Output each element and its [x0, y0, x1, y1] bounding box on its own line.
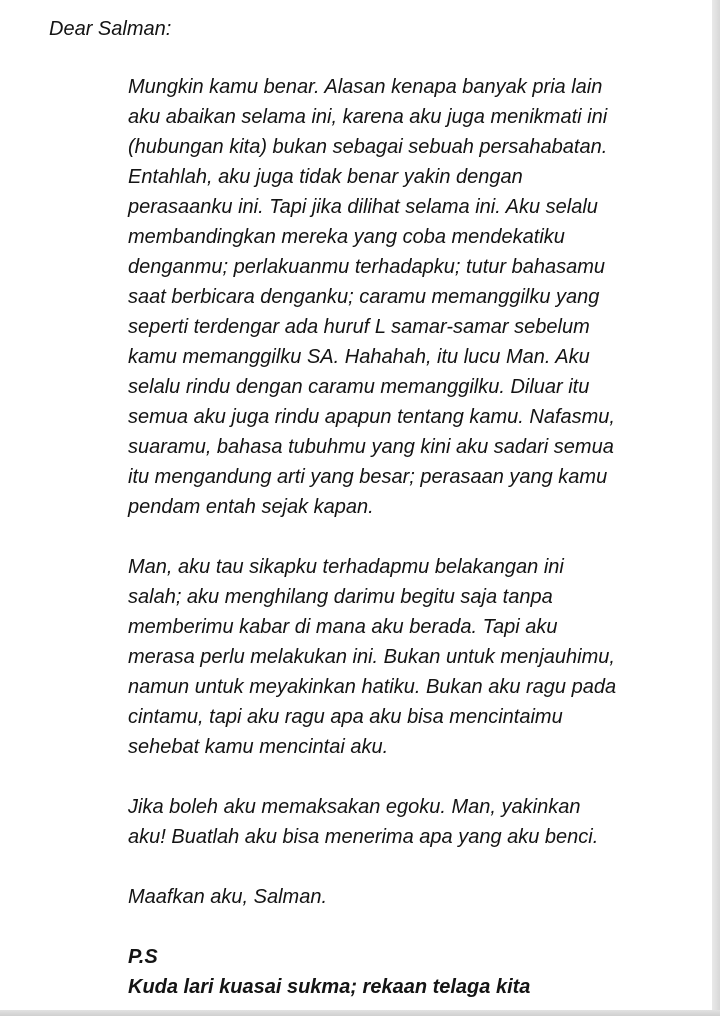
text-line: namun untuk meyakinkan hatiku. Bukan aku ragu pada [128, 676, 617, 698]
paragraph-2 [128, 552, 688, 762]
text-line: salah; aku menghilang darimu begitu saja tanpa [128, 586, 553, 608]
text-line: saat berbicara denganku; caramu memanggilku yang [128, 286, 600, 308]
text-line: merasa perlu melakukan ini. Bukan untuk menjauhimu, [128, 646, 615, 668]
text-line: perasaanku ini. Tapi jika dilihat selama ini. Aku selalu [128, 196, 598, 218]
text-line: Entahlah, aku juga tidak benar yakin dengan [128, 166, 523, 188]
ps-label: P.S [128, 946, 158, 968]
page-bottom-edge [0, 1010, 720, 1016]
text-line: Man, aku tau sikapku terhadapmu belakangan ini [128, 556, 564, 578]
text-line: Maafkan aku, Salman. [128, 886, 327, 908]
text-line: aku! Buatlah aku bisa menerima apa yang aku benci. [128, 826, 599, 848]
text-line: itu mengandung arti yang besar; perasaan yang kamu [128, 466, 608, 488]
ps-text: Kuda lari kuasai sukma; rekaan telaga kita [128, 976, 531, 998]
text-line: selalu rindu dengan caramu memanggilku. Diluar itu [128, 376, 590, 398]
text-line: denganmu; perlakuanmu terhadapku; tutur bahasamu [128, 256, 605, 278]
paragraph-3 [128, 792, 688, 852]
text-line: memberimu kabar di mana aku berada. Tapi aku [128, 616, 558, 638]
text-line: sehebat kamu mencintai aku. [128, 736, 389, 758]
letter-greeting: Dear Salman: [49, 18, 172, 40]
text-line: pendam entah sejak kapan. [128, 496, 374, 518]
postscript [128, 942, 688, 1002]
text-line: membandingkan mereka yang coba mendekatiku [128, 226, 565, 248]
paragraph-1 [128, 72, 688, 522]
page-right-edge [712, 0, 720, 1016]
letter-body [128, 72, 688, 1002]
text-line: cintamu, tapi aku ragu apa aku bisa mencintaimu [128, 706, 563, 728]
text-line: seperti terdengar ada huruf L samar-samar sebelum [128, 316, 590, 338]
closing [128, 882, 688, 912]
text-line: semua aku juga rindu apapun tentang kamu. Nafasmu, [128, 406, 615, 428]
text-line: aku abaikan selama ini, karena aku juga menikmati ini [128, 106, 608, 128]
text-line: Mungkin kamu benar. Alasan kenapa banyak pria lain [128, 76, 603, 98]
text-line: suaramu, bahasa tubuhmu yang kini aku sadari semua [128, 436, 614, 458]
text-line: (hubungan kita) bukan sebagai sebuah persahabatan. [128, 136, 608, 158]
text-line: Jika boleh aku memaksakan egoku. Man, yakinkan [128, 796, 581, 818]
text-line: kamu memanggilku SA. Hahahah, itu lucu Man. Aku [128, 346, 590, 368]
